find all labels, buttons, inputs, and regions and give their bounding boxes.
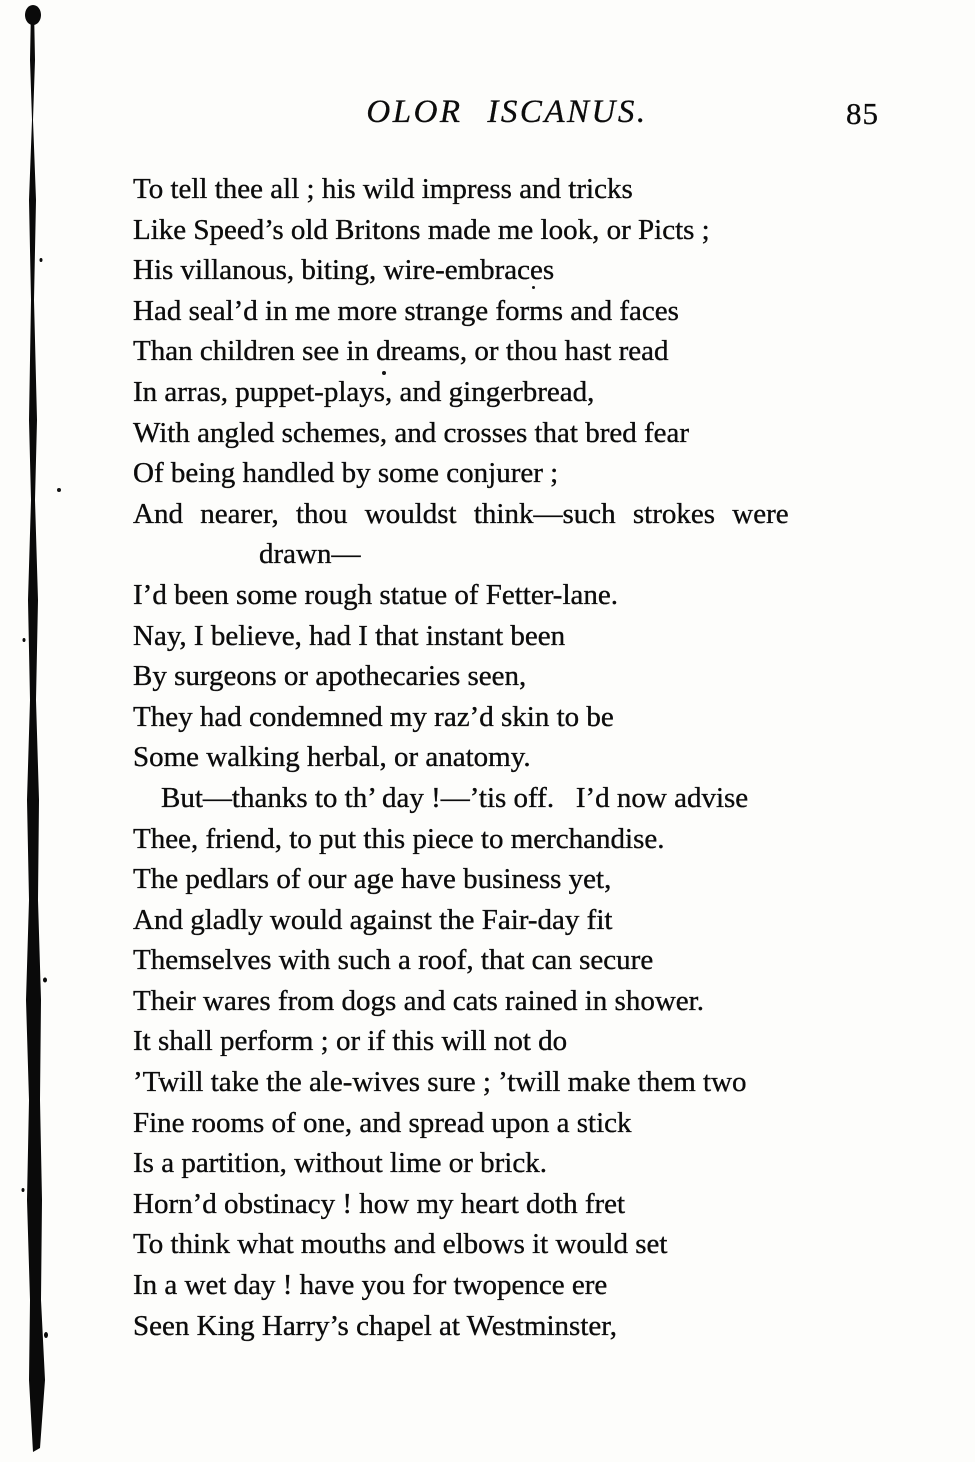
poem-line: Themselves with such a roof, that can secure [133, 944, 654, 977]
poem-line: The pedlars of our age have business yet, [133, 863, 612, 896]
poem-line: In arras, puppet-plays, and gingerbread, [133, 375, 595, 408]
poem-line: Is a partition, without lime or brick. [133, 1147, 547, 1180]
poem-line-paragraph-start: But—thanks to th’ day !—’tis off. I’d now advise [161, 781, 749, 814]
poem-line: Thee, friend, to put this piece to merchandise. [133, 822, 665, 855]
poem-line: Horn’d obstinacy ! how my heart doth fret [133, 1187, 626, 1220]
ink-speck [382, 371, 386, 375]
poem-line: With angled schemes, and crosses that bred fear [133, 416, 690, 449]
poem-line: Of being handled by some conjurer ; [133, 457, 559, 490]
poem-line: Than children see in dreams, or thou hast read [133, 335, 669, 368]
poem-line: Some walking herbal, or anatomy. [133, 741, 531, 774]
poem-line: Like Speed’s old Britons made me look, or Picts ; [133, 213, 710, 246]
poem-line: Had seal’d in me more strange forms and faces [133, 294, 679, 327]
poem-line: They had condemned my raz’d skin to be [133, 700, 614, 733]
poem-line: Nay, I believe, had I that instant been [133, 619, 566, 652]
running-title: OLOR ISCANUS. [366, 94, 648, 130]
poem-line: To tell thee all ; his wild impress and tricks [133, 173, 633, 205]
poem-line: And gladly would against the Fair-day fit [133, 903, 613, 936]
poem-line: ’Twill take the ale-wives sure ; ’twill make them two [133, 1066, 747, 1099]
poem-line: Fine rooms of one, and spread upon a stick [133, 1106, 632, 1139]
poem-line: Seen King Harry’s chapel at Westminster, [133, 1309, 618, 1342]
page-number: 85 [846, 96, 879, 131]
page-header [133, 94, 881, 138]
poem-line: In a wet day ! have you for twopence ere [133, 1269, 608, 1302]
poem-text [133, 169, 885, 1346]
ink-speck [532, 286, 535, 289]
poem-line: By surgeons or apothecaries seen, [133, 660, 527, 693]
poem-line-continuation: drawn— [259, 538, 361, 571]
poem-line: It shall perform ; or if this will not do [133, 1025, 568, 1058]
poem-line: And nearer, thou wouldst think—such strokes were [133, 497, 789, 530]
poem-line: His villanous, biting, wire-embraces [133, 254, 555, 287]
poem-line: Their wares from dogs and cats rained in shower. [133, 984, 704, 1017]
poem-line: I’d been some rough statue of Fetter-lane. [133, 578, 618, 611]
ink-speck [57, 488, 61, 492]
scan-gutter-artifact [0, 0, 60, 1462]
poem-line: To think what mouths and elbows it would set [133, 1228, 668, 1261]
